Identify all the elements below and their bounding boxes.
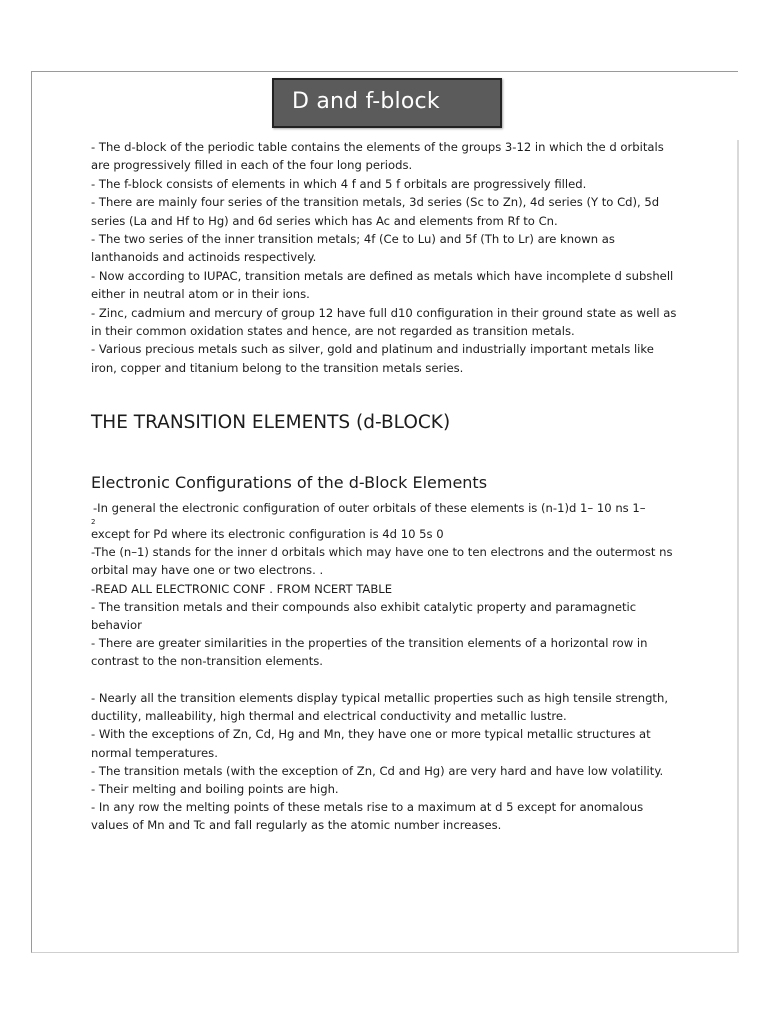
text-line: series (La and Hf to Hg) and 6d series which has Ac and elements from Rf to Cn. <box>91 213 558 228</box>
text-line: - In any row the melting points of these metals rise to a maximum at d 5 except for anomalous <box>91 800 644 815</box>
text-line: -READ ALL ELECTRONIC CONF . FROM NCERT TABLE <box>91 581 393 596</box>
section-heading: THE TRANSITION ELEMENTS (d-BLOCK) <box>91 412 451 433</box>
text-line: except for Pd where its electronic configuration is 4d 10 5s 0 <box>91 527 444 541</box>
text-line: are progressively filled in each of the four long periods. <box>91 158 413 173</box>
text-line: iron, copper and titanium belong to the transition metals series. <box>91 360 464 375</box>
text-line: - There are greater similarities in the properties of the transition elements of a horizontal row in <box>91 636 648 651</box>
text-line: in their common oxidation states and hence, are not regarded as transition metals. <box>91 324 575 339</box>
text-line: normal temperatures. <box>91 745 218 760</box>
subsection-heading: Electronic Configurations of the d-Block Elements <box>91 473 488 492</box>
text-line: - Now according to IUPAC, transition metals are defined as metals which have incomplete d subshell <box>91 268 674 283</box>
superscript: 2 <box>91 518 96 526</box>
intro-paragraph <box>91 138 691 377</box>
text-line: - Nearly all the transition elements display typical metallic properties such as high tensile strength, <box>91 691 669 705</box>
metallic-properties-paragraph <box>91 689 691 835</box>
text-line: - There are mainly four series of the transition metals, 3d series (Sc to Zn), 4d series (Y to Cd), 5d <box>91 195 660 210</box>
text-line: - Their melting and boiling points are high. <box>91 782 339 797</box>
text-line: - The two series of the inner transition metals; 4f (Ce to Lu) and 5f (Th to Lr) are known as <box>91 232 615 247</box>
text-line: behavior <box>91 618 142 633</box>
text-line: - The transition metals (with the exception of Zn, Cd and Hg) are very hard and have low volatility. <box>91 763 664 778</box>
text-line: -In general the electronic configuration of outer orbitals of these elements is (n-1)d 1– 10 ns 1– <box>93 501 646 515</box>
text-line: orbital may have one or two electrons. . <box>91 563 324 578</box>
text-line: ductility, malleability, high thermal and electrical conductivity and metallic lustre. <box>91 709 567 724</box>
text-line: - With the exceptions of Zn, Cd, Hg and Mn, they have one or more typical metallic structures at <box>91 727 651 742</box>
text-line: contrast to the non-transition elements. <box>91 654 323 669</box>
page-title: D and f-block <box>292 89 440 114</box>
text-line: values of Mn and Tc and fall regularly as the atomic number increases. <box>91 818 502 833</box>
text-line: - Various precious metals such as silver, gold and platinum and industrially important metals like <box>91 342 654 357</box>
page-edge <box>737 140 739 953</box>
text-line: either in neutral atom or in their ions. <box>91 287 310 302</box>
text-line: - The f-block consists of elements in which 4 f and 5 f orbitals are progressively filled. <box>91 176 587 191</box>
text-line: lanthanoids and actinoids respectively. <box>91 250 317 265</box>
text-line: -The (n–1) stands for the inner d orbitals which may have one to ten electrons and the outermost ns <box>91 545 673 560</box>
title-banner <box>272 78 502 128</box>
text-line: - The d-block of the periodic table contains the elements of the groups 3-12 in which the d orbitals <box>91 140 664 154</box>
text-line: - Zinc, cadmium and mercury of group 12 have full d10 configuration in their ground state as well as <box>91 305 677 320</box>
text-line: - The transition metals and their compounds also exhibit catalytic property and paramagnetic <box>91 599 637 614</box>
electronic-config-paragraph <box>91 525 691 671</box>
